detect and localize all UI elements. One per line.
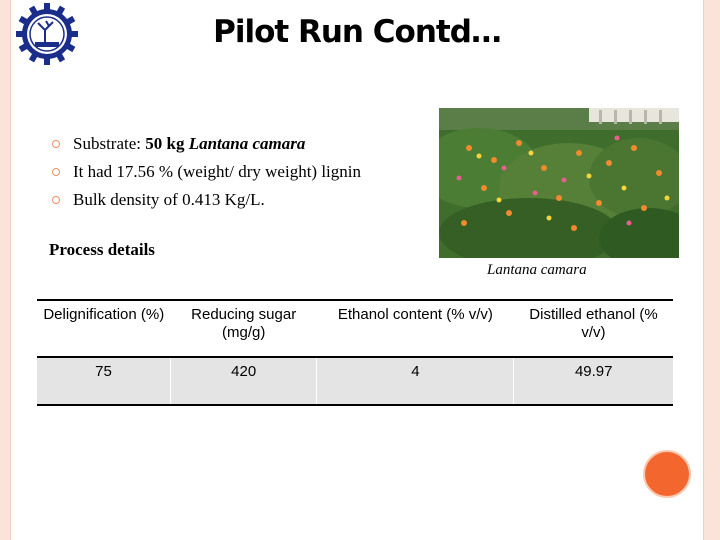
circle-bullet-icon [52,140,60,148]
circle-bullet-icon [52,196,60,204]
slide-title: Pilot Run Contd… [213,14,501,50]
bullet-text-prefix: Substrate: [73,134,146,153]
orange-circle-icon [643,450,691,498]
table-row [37,357,673,405]
lantana-photo [439,108,679,258]
table-cell: 49.97 [514,357,673,405]
table-cell: 75 [37,357,171,405]
bullet-text: Bulk density of 0.413 Kg/L. [73,190,265,209]
bullet-substrate [51,130,361,158]
column-header-reducing-sugar: Reducing sugar (mg/g) [171,300,317,357]
circle-bullet-icon [52,168,60,176]
section-heading: Process details [49,240,155,259]
table-cell: 420 [171,357,317,405]
bullet-lignin [51,158,361,186]
image-caption: Lantana camara [487,262,587,278]
bullet-species: Lantana camara [188,134,306,153]
slide [10,0,704,540]
bullet-text: It had 17.56 % (weight/ dry weight) lignin [73,162,362,181]
bullet-list [51,130,361,214]
column-header-delignification: Delignification (%) [37,300,171,357]
bullet-density [51,186,361,214]
column-header-ethanol-content: Ethanol content (% v/v) [317,300,514,357]
bullet-quantity: 50 kg [145,134,189,153]
column-header-distilled-ethanol: Distilled ethanol (% v/v) [514,300,673,357]
process-details-table [37,299,673,406]
table-cell: 4 [317,357,514,405]
table-header-row [37,300,673,357]
